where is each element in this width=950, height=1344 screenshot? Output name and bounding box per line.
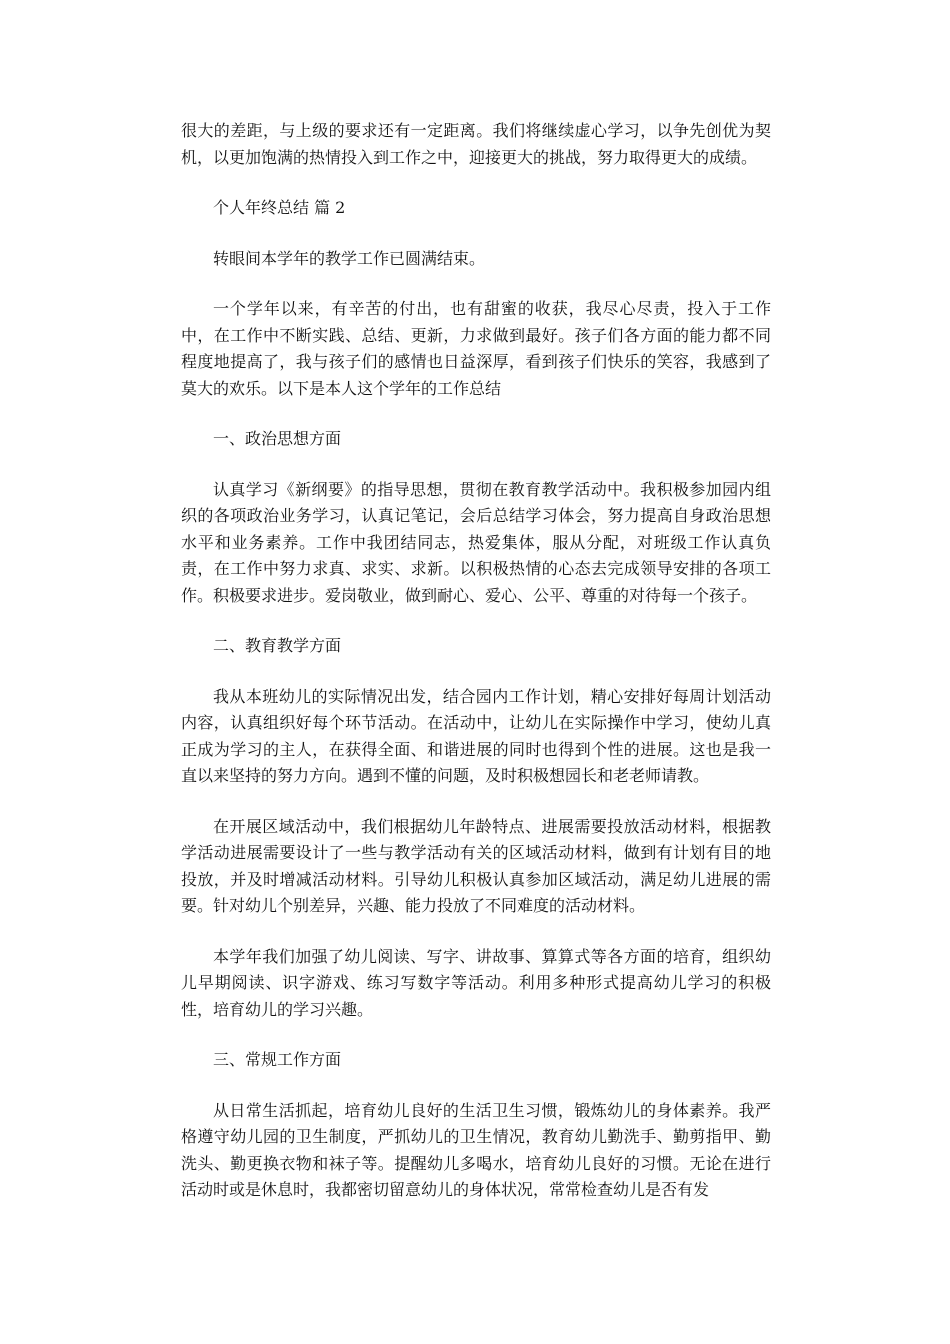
- paragraph-routine-work: 从日常生活抓起，培育幼儿良好的生活卫生习惯，锻炼幼儿的身体素养。我严格遵守幼儿园的卫生制度，严抓幼儿的卫生情况，教育幼儿勤洗手、勤剪指甲、勤洗头、勤更换衣物和袜子等。提醒幼儿多喝水，培育幼儿良好的习惯。无论在进行活动时或是休息时，我都密切留意幼儿的身体状况，常常检查幼儿是否有发: [181, 1100, 771, 1199]
- heading-political-thought: 一、政治思想方面: [213, 429, 342, 448]
- paragraph-education-teaching: 我从本班幼儿的实际情况出发，结合园内工作计划，精心安排好每周计划活动内容，认真组织好每个环节活动。在活动中，让幼儿在实际操作中学习，使幼儿真正成为学习的主人，在获得全面、和谐进展的同时也得到个性的进展。这也是我一直以来坚持的努力方向。遇到不懂的问题，及时积极想园长和老老师请教。: [181, 686, 771, 785]
- section-title-article-2: 个人年终总结 篇 2: [213, 198, 346, 217]
- paragraph-area-activities: 在开展区域活动中，我们根据幼儿年龄特点、进展需要投放活动材料，根据教学活动进展需要设计了一些与教学活动有关的区域活动材料，做到有计划有目的地投放，并及时增减活动材料。引导幼儿积极认真参加区域活动，满足幼儿进展的需要。针对幼儿个别差异，兴趣、能力投放了不同难度的活动材料。: [181, 816, 771, 915]
- heading-routine-work: 三、常规工作方面: [213, 1050, 342, 1069]
- paragraph-political-thought: 认真学习《新纲要》的指导思想，贯彻在教育教学活动中。我积极参加园内组织的各项政治业务学习，认真记笔记，会后总结学习体会，努力提高自身政治思想水平和业务素养。工作中我团结同志，热爱集体，服从分配，对班级工作认真负责，在工作中努力求真、求实、求新。以积极热情的心态去完成领导安排的各项工作。积极要求进步。爱岗敬业，做到耐心、爱心、公平、尊重的对待每一个孩子。: [181, 479, 771, 605]
- document-body: [181, 118, 771, 1228]
- paragraph-intro: 转眼间本学年的教学工作已圆满结束。: [213, 248, 486, 268]
- paragraph-overview: 一个学年以来，有辛苦的付出，也有甜蜜的收获，我尽心尽责，投入于工作中，在工作中不断实践、总结、更新，力求做到最好。孩子们各方面的能力都不同程度地提高了，我与孩子们的感情也日益深厚，看到孩子们快乐的笑容，我感到了莫大的欢乐。以下是本人这个学年的工作总结: [181, 299, 771, 398]
- heading-education-teaching: 二、教育教学方面: [213, 636, 342, 655]
- paragraph-reading-writing: 本学年我们加强了幼儿阅读、写字、讲故事、算算式等各方面的培育，组织幼儿早期阅读、识字游戏、练习写数字等活动。利用多种形式提高幼儿学习的积极性，培育幼儿的学习兴趣。: [181, 946, 771, 1019]
- paragraph-continuation: 很大的差距，与上级的要求还有一定距离。我们将继续虚心学习，以争先创优为契机，以更加饱满的热情投入到工作之中，迎接更大的挑战，努力取得更大的成绩。: [181, 121, 771, 167]
